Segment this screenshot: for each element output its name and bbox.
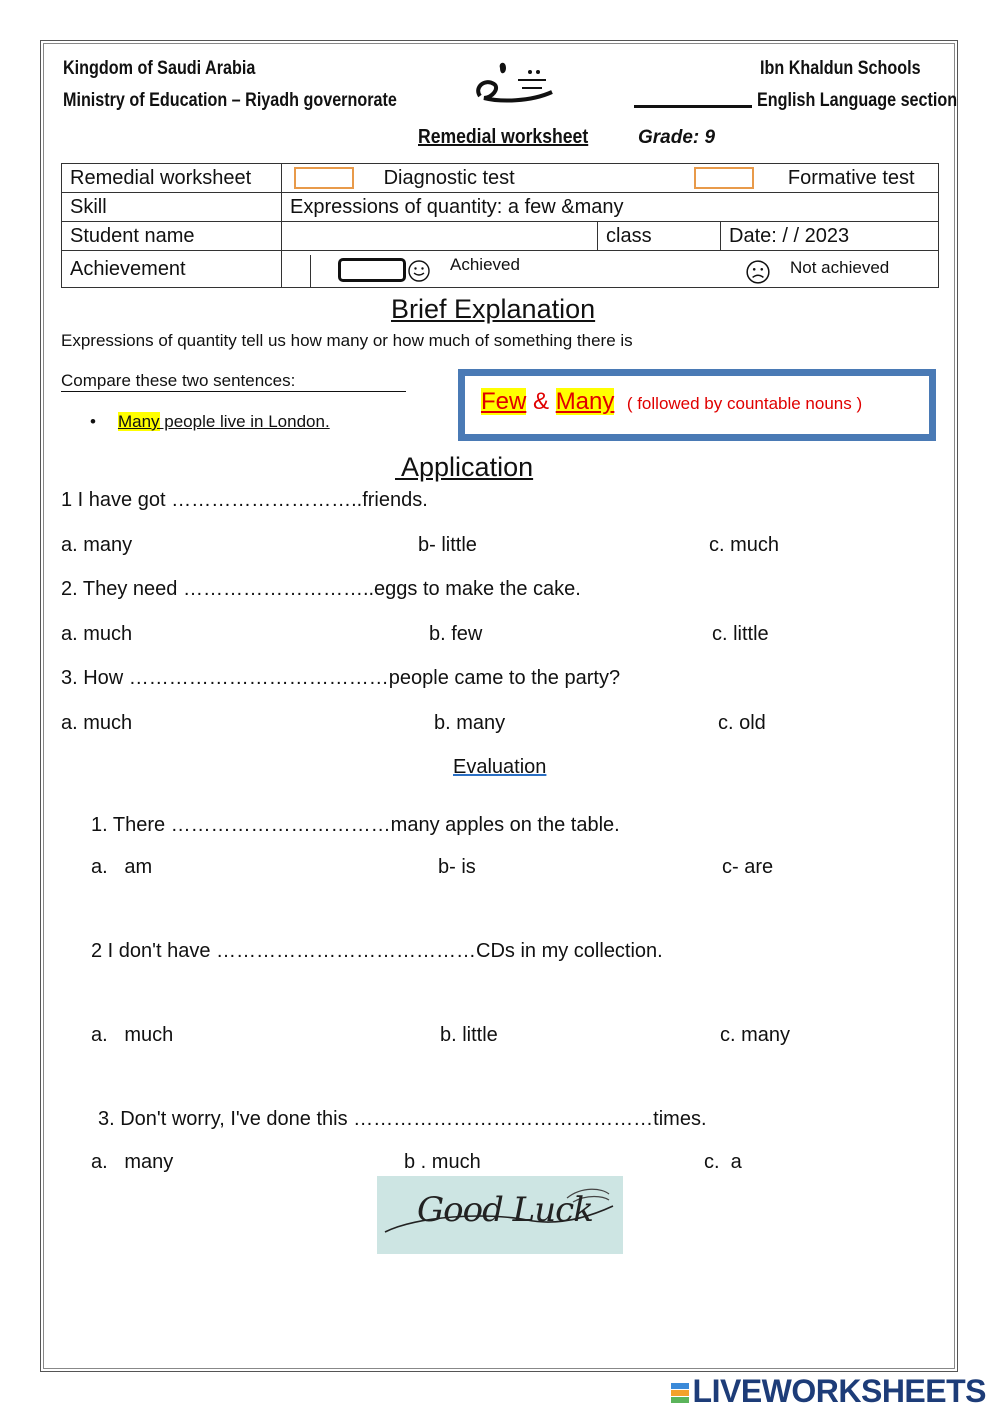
worksheet-title: Remedial worksheet [418, 126, 589, 148]
example-rest: people live in London. [159, 412, 330, 431]
diagnostic-checkbox[interactable] [294, 167, 354, 189]
not-achieved-label: Not achieved [790, 258, 890, 277]
brief-explanation-heading: Brief Explanation [391, 294, 596, 324]
header-school: Ibn Khaldun Schools [760, 58, 921, 79]
row-label-skill: Skill [62, 193, 282, 222]
bullet-icon: • [90, 412, 96, 431]
test-type-cell [282, 164, 939, 193]
eval-question-1: 1. There ……………………………many apples on the table. [91, 814, 620, 836]
formative-label: Formative test [787, 166, 915, 189]
compare-label [61, 371, 406, 392]
liveworksheets-logo[interactable] [671, 1373, 986, 1410]
app-q1-option-b[interactable]: b- little [418, 534, 477, 556]
example-sentence [90, 412, 330, 432]
app-q1-option-c[interactable]: c. much [709, 534, 780, 556]
eval-q2-option-a[interactable]: a. much [91, 1024, 174, 1046]
student-name-field[interactable] [282, 222, 598, 251]
header-rule [634, 105, 752, 108]
row-label-achievement: Achievement [62, 251, 282, 288]
app-question-3: 3. How …………………………………people came to the party? [61, 667, 621, 689]
rule-callout-inner [465, 376, 929, 434]
rule-callout-box [458, 369, 936, 441]
eval-q2-option-c[interactable]: c. many [720, 1024, 791, 1046]
app-q3-option-a[interactable]: a. much [61, 712, 133, 734]
good-luck-text: Good Luck [417, 1190, 593, 1230]
header-section: English Language section [757, 90, 958, 111]
date-label: Date: / / 2023 [721, 222, 939, 251]
application-heading [395, 452, 533, 483]
eval-q3-option-b[interactable]: b . much [404, 1151, 481, 1173]
eval-q3-option-a[interactable]: a. many [91, 1151, 174, 1173]
callout-note: ( followed by countable nouns ) [626, 394, 863, 413]
app-q2-option-b[interactable]: b. few [429, 623, 483, 645]
row-label-remedial: Remedial worksheet [62, 164, 282, 193]
app-q3-option-b[interactable]: b. many [434, 712, 506, 734]
evaluation-heading: Evaluation [453, 756, 547, 778]
eval-q1-option-b[interactable]: b- is [438, 856, 476, 878]
application-heading-text: Application [401, 452, 534, 482]
class-label: class [598, 222, 721, 251]
skill-value: Expressions of quantity: a few &many [282, 193, 939, 222]
formative-checkbox[interactable] [694, 167, 754, 189]
compare-label-text: Compare these two sentences: [61, 371, 296, 390]
achieved-label: Achieved [450, 255, 520, 274]
row-label-student: Student name [62, 222, 282, 251]
school-logo-icon [470, 58, 560, 113]
liveworksheets-text: LIVEWORKSHEETS [692, 1373, 986, 1409]
eval-question-3: 3. Don't worry, I've done this ………………………………………times. [98, 1108, 707, 1130]
header-ministry: Ministry of Education – Riyadh governorate [63, 90, 397, 111]
good-luck-image [377, 1176, 623, 1254]
eval-q1-option-c[interactable]: c- are [722, 856, 774, 878]
eval-question-2: 2 I don't have …………………………………CDs in my collection. [91, 940, 663, 962]
eval-q3-option-c[interactable]: c. a [704, 1151, 742, 1173]
smiley-face-icon [407, 259, 431, 283]
achievement-cell [282, 251, 939, 288]
callout-few: Few [481, 388, 527, 415]
liveworksheets-icon [671, 1383, 689, 1403]
eval-q1-option-a[interactable]: a. am [91, 856, 153, 878]
info-table [61, 163, 939, 288]
app-q2-option-c[interactable]: c. little [712, 623, 769, 645]
diagnostic-label: Diagnostic test [383, 166, 515, 189]
callout-many: Many [555, 388, 615, 415]
sad-face-icon [745, 259, 771, 285]
header-country: Kingdom of Saudi Arabia [63, 58, 256, 79]
app-question-2: 2. They need ………………………..eggs to make the cake. [61, 578, 581, 600]
grade-label: Grade: 9 [638, 127, 716, 148]
app-q1-option-a[interactable]: a. many [61, 534, 133, 556]
app-question-1: 1 I have got ………………………..friends. [61, 489, 428, 511]
app-q3-option-c[interactable]: c. old [718, 712, 766, 734]
achieved-checkbox[interactable] [338, 258, 406, 282]
explanation-intro: Expressions of quantity tell us how many or how much of something there is [61, 331, 633, 350]
callout-amp: & [526, 388, 556, 415]
app-q2-option-a[interactable]: a. much [61, 623, 133, 645]
eval-q2-option-b[interactable]: b. little [440, 1024, 498, 1046]
example-highlight: Many [117, 412, 160, 431]
